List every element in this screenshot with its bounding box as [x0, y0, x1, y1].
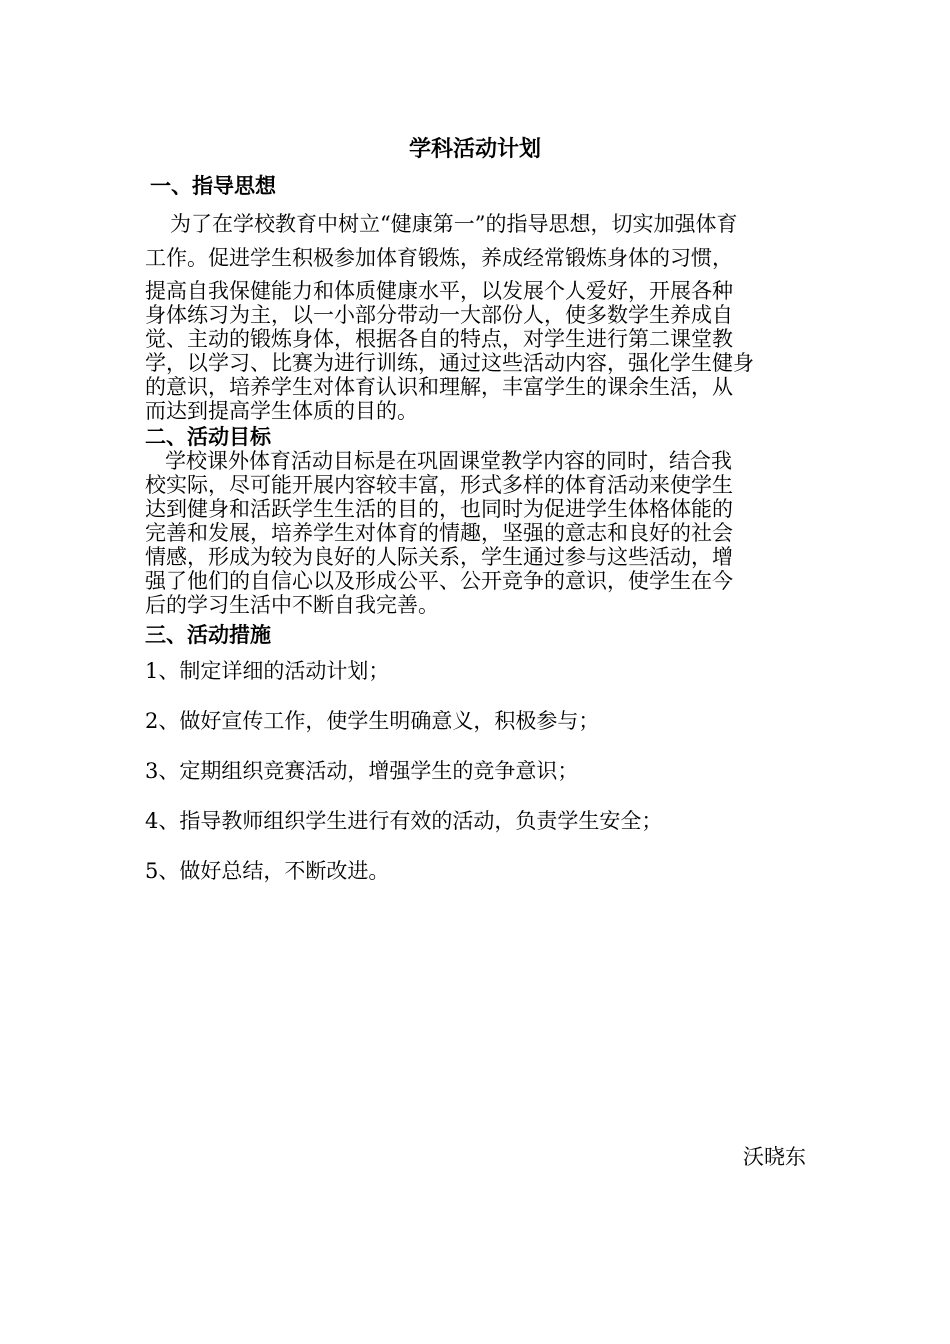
section-heading-guiding-thought: 一、指导思想	[150, 174, 276, 198]
paragraph-line: 情感，形成为较为良好的人际关系，学生通过参与这些活动，增	[145, 545, 733, 569]
paragraph-line: 校实际，尽可能开展内容较丰富，形式多样的体育活动来使学生	[145, 473, 733, 497]
paragraph-line: 强了他们的自信心以及形成公平、公开竞争的意识，使学生在今	[145, 569, 733, 593]
list-item: 5、做好总结，不断改进。	[145, 859, 390, 883]
paragraph-line: 提高自我保健能力和体质健康水平，以发展个人爱好，开展各种	[145, 279, 733, 303]
section-heading-activity-measures: 三、活动措施	[145, 623, 271, 647]
paragraph-line: 而达到提高学生体质的目的。	[145, 399, 418, 423]
paragraph-line: 达到健身和活跃学生生活的目的，也同时为促进学生体格体能的	[145, 497, 733, 521]
paragraph-line: 后的学习生活中不断自我完善。	[145, 593, 439, 617]
paragraph-line: 觉、主动的锻炼身体，根据各自的特点，对学生进行第二课堂教	[145, 327, 733, 351]
list-item: 4、指导教师组织学生进行有效的活动，负责学生安全；	[145, 809, 663, 833]
paragraph-guiding-thought	[145, 207, 807, 275]
paragraph-activity-goals	[145, 449, 807, 617]
list-item: 3、定期组织竞赛活动，增强学生的竞争意识；	[145, 759, 579, 783]
list-item: 1、制定详细的活动计划；	[145, 659, 390, 683]
author-signature: 沃晓东	[743, 1145, 806, 1169]
paragraph-line: 学校课外体育活动目标是在巩固课堂教学内容的同时，结合我	[165, 449, 732, 473]
paragraph-line: 的意识，培养学生对体育认识和理解，丰富学生的课余生活，从	[145, 375, 733, 399]
list-item: 2、做好宣传工作，使学生明确意义，积极参与；	[145, 709, 600, 733]
paragraph-line: 工作。促进学生积极参加体育锻炼，养成经常锻炼身体的习惯，	[145, 246, 733, 270]
paragraph-line: 身体练习为主，以一小部分带动一大部份人，使多数学生养成自	[145, 303, 733, 327]
document-title: 学科活动计划	[408, 137, 541, 162]
paragraph-line: 为了在学校教育中树立“健康第一”的指导思想，切实加强体育	[170, 212, 738, 236]
section-heading-activity-goals: 二、活动目标	[145, 425, 271, 449]
paragraph-guiding-thought-cont	[145, 279, 807, 423]
paragraph-line: 学，以学习、比赛为进行训练，通过这些活动内容，强化学生健身	[145, 351, 754, 375]
paragraph-line: 完善和发展，培养学生对体育的情趣，坚强的意志和良好的社会	[145, 521, 733, 545]
